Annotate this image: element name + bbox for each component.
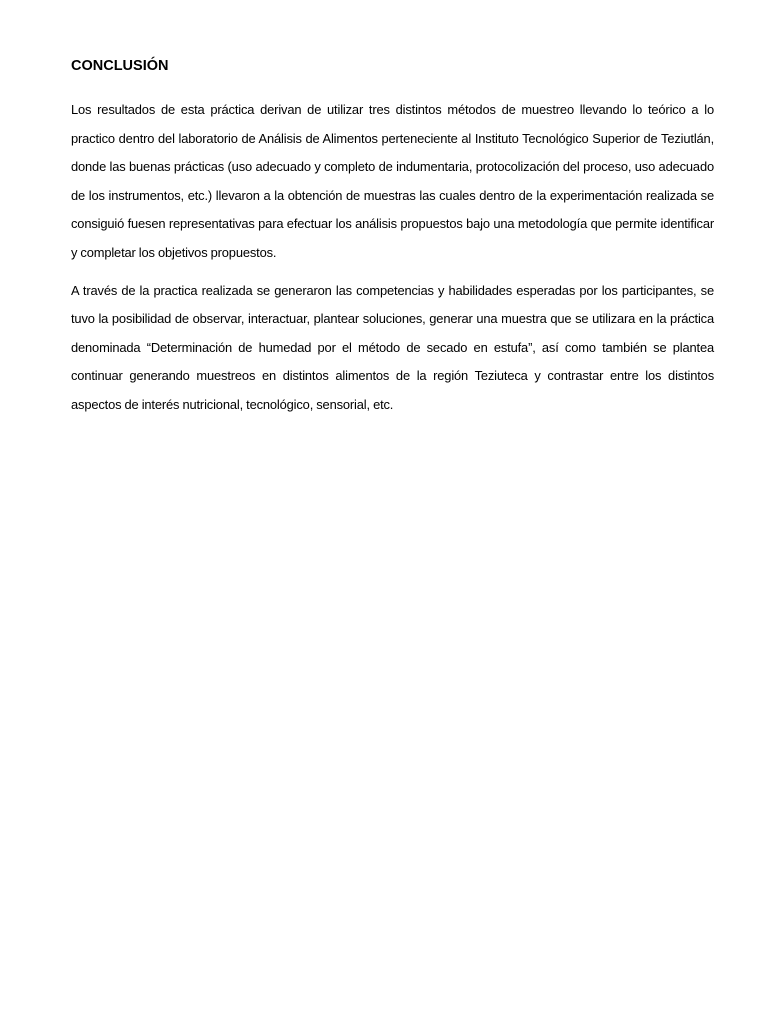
- section-heading: CONCLUSIÓN: [71, 58, 169, 74]
- document-body: [71, 56, 714, 429]
- paragraph-1: Los resultados de esta práctica derivan de utilizar tres distintos métodos de muestreo llevando lo teórico a lo practico dentro del laboratorio de Análisis de Alimentos perteneciente al Instituto Tecnológico Superior de Teziutlán, donde las buenas prácticas (uso adecuado y completo de indumentaria, protocolización del proceso, uso adecuado de los instrumentos, etc.) llevaron a la obtención de muestras las cuales dentro de la experimentación realizada se consiguió fuesen representativas para efectuar los análisis propuestos bajo una metodología que permite identificar y completar los objetivos propuestos.: [71, 102, 714, 260]
- paragraph-2: A través de la practica realizada se generaron las competencias y habilidades esperadas por los participantes, se tuvo la posibilidad de observar, interactuar, plantear soluciones, generar una muestra que se utilizara en la práctica denominada “Determinación de humedad por el método de secado en estufa”, así como también se plantea continuar generando muestreos en distintos alimentos de la región Teziuteca y contrastar entre los distintos aspectos de interés nutricional, tecnológico, sensorial, etc.: [71, 282, 714, 412]
